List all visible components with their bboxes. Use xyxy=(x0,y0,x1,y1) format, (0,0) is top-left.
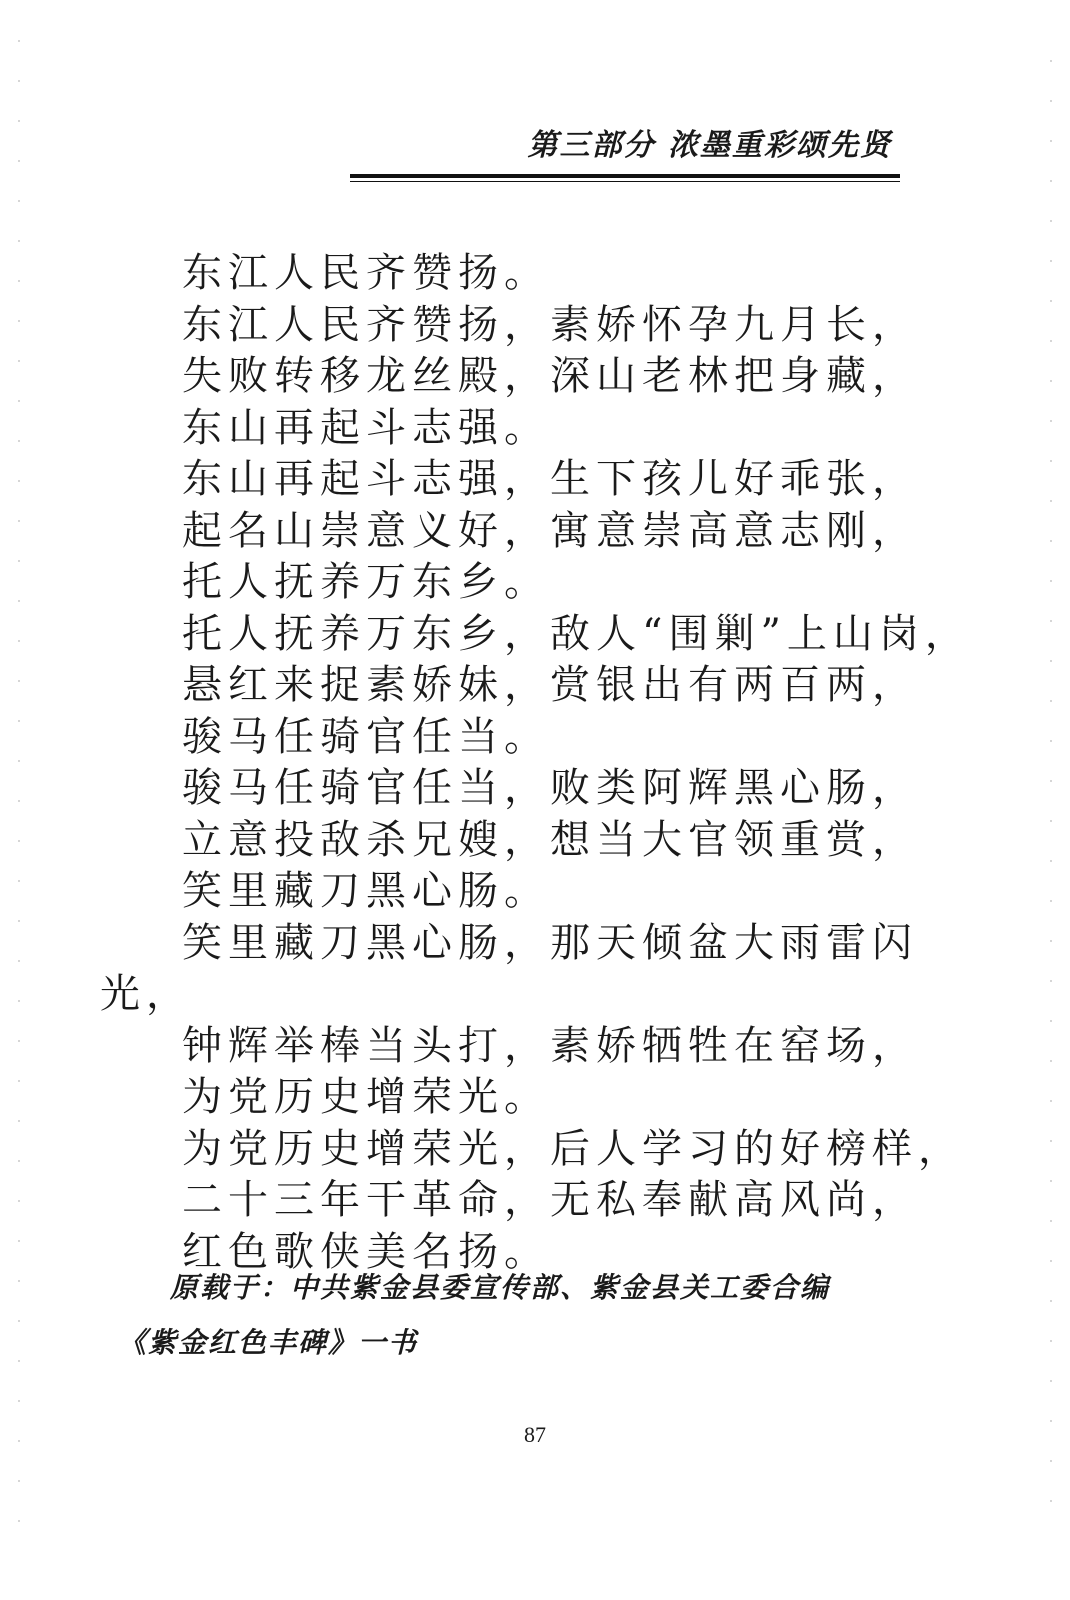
poem-line-wrapped: 光， xyxy=(100,971,192,1017)
poem-line: 托人抚养万东乡，敌人“围剿”上山岗， xyxy=(182,610,971,657)
source-note xyxy=(100,1260,900,1370)
poem-body xyxy=(100,248,971,1278)
poem-line: 托人抚养万东乡。 xyxy=(182,559,550,605)
poem-line: 二十三年干革命，无私奉献高风尚， xyxy=(182,1177,918,1223)
header-rule-thin xyxy=(350,181,900,182)
poem-line: 红色歌侠美名扬。 xyxy=(182,1228,550,1275)
running-header xyxy=(350,128,900,182)
scan-edge-left xyxy=(18,40,20,1540)
poem-line: 钟辉举棒当头打，素娇牺牲在窑场， xyxy=(182,1022,918,1069)
section-title: 第三部分 浓墨重彩颂先贤 xyxy=(527,128,892,163)
poem-line: 立意投敌杀兄嫂，想当大官领重赏， xyxy=(182,816,918,863)
poem-line: 为党历史增荣光。 xyxy=(182,1074,550,1120)
poem-line: 笑里藏刀黑心肠，那天倾盆大雨雷闪 xyxy=(182,919,918,966)
poem-line: 东江人民齐赞扬，素娇怀孕九月长， xyxy=(182,301,918,348)
poem-line: 起名山崇意义好，寓意崇高意志刚， xyxy=(182,507,918,554)
poem-line: 东江人民齐赞扬。 xyxy=(182,250,550,296)
source-line-1: 原载于：中共紫金县委宣传部、紫金县关工委合编 xyxy=(170,1271,831,1304)
poem-line: 失败转移龙丝殿，深山老林把身藏， xyxy=(182,353,918,399)
poem-line: 东山再起斗志强，生下孩儿好乖张， xyxy=(182,456,918,502)
poem-line: 为党历史增荣光，后人学习的好榜样， xyxy=(182,1125,964,1172)
poem-line: 笑里藏刀黑心肠。 xyxy=(182,868,550,914)
header-rule-thick xyxy=(350,174,900,178)
source-line-2: 《紫金红色丰碑》一书 xyxy=(118,1326,419,1359)
poem-line: 骏马任骑官任当。 xyxy=(182,713,550,760)
poem-line: 骏马任骑官任当，败类阿辉黑心肠， xyxy=(182,765,918,811)
page-number: 87 xyxy=(524,1422,546,1447)
scan-edge-right xyxy=(1050,60,1052,1540)
poem-line: 东山再起斗志强。 xyxy=(182,404,550,451)
poem-line: 悬红来捉素娇妹，赏银出有两百两， xyxy=(182,662,918,708)
